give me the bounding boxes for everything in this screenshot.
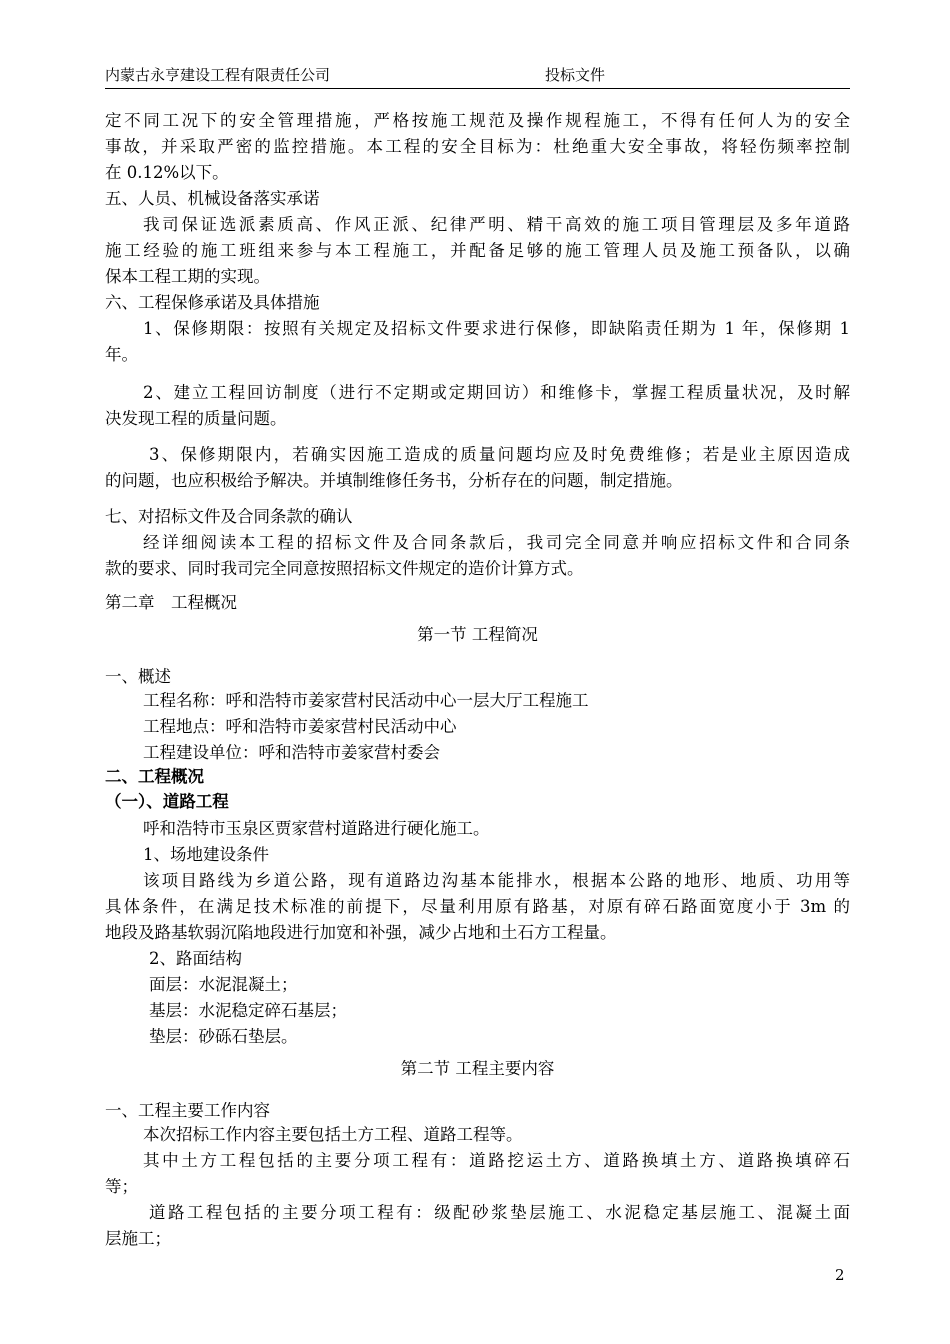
paragraph-line: 的问题，也应积极给予解决。并填制维修任务书，分析存在的问题，制定措施。: [105, 471, 683, 490]
section-title: 第二节 工程主要内容: [400, 1059, 555, 1078]
item-heading: 2、路面结构: [149, 949, 242, 968]
project-name: 工程名称：呼和浩特市姜家营村民活动中心一层大厅工程施工: [143, 691, 589, 710]
document-type: 投标文件: [545, 66, 606, 84]
section-heading-bold: 二、工程概况: [105, 767, 204, 786]
subsection-heading-bold: （一）、道路工程: [105, 792, 229, 811]
item-heading: 1、场地建设条件: [143, 845, 269, 864]
page-number: 2: [835, 1266, 845, 1284]
paragraph-line: 我司保证选派素质高、作风正派、纪律严明、精干高效的施工项目管理层及多年道路: [143, 215, 850, 234]
paragraph-line: 经详细阅读本工程的招标文件及合同条款后，我司完全同意并响应招标文件和合同条: [143, 533, 850, 552]
paragraph-line: 事故，并采取严密的监控措施。本工程的安全目标为：杜绝重大安全事故，将轻伤频率控制: [105, 137, 850, 156]
paragraph-line: 1、保修期限：按照有关规定及招标文件要求进行保修，即缺陷责任期为 1 年，保修期 1: [143, 319, 850, 338]
list-item: 面层：水泥混凝土；: [149, 975, 298, 994]
list-item: 垫层：砂砾石垫层。: [149, 1027, 298, 1046]
section-heading: 五、人员、机械设备落实承诺: [105, 189, 320, 208]
company-name: 内蒙古永亨建设工程有限责任公司: [105, 66, 331, 84]
paragraph-line: 等；: [105, 1177, 138, 1196]
paragraph-line: 决发现工程的质量问题。: [105, 409, 287, 428]
section-heading: 一、工程主要工作内容: [105, 1101, 270, 1120]
paragraph-line: 款的要求、同时我司完全同意按照招标文件规定的造价计算方式。: [105, 559, 584, 578]
paragraph-line: 3、保修期限内，若确实因施工造成的质量问题均应及时免费维修；若是业主原因造成: [149, 445, 850, 464]
paragraph-line: 层施工；: [105, 1229, 171, 1248]
paragraph-line: 地段及路基软弱沉陷地段进行加宽和补强，减少占地和土石方工程量。: [105, 923, 617, 942]
paragraph-line: 年。: [105, 345, 138, 364]
chapter-heading: 第二章 工程概况: [105, 593, 237, 612]
paragraph-line: 2、建立工程回访制度（进行不定期或定期回访）和维修卡，掌握工程质量状况，及时解: [143, 383, 850, 402]
page-header: [105, 62, 850, 89]
paragraph-line: 呼和浩特市玉泉区贾家营村道路进行硬化施工。: [143, 819, 490, 838]
project-location: 工程地点：呼和浩特市姜家营村民活动中心: [143, 717, 457, 736]
section-title: 第一节 工程简况: [417, 625, 538, 644]
paragraph-line: 本次招标工作内容主要包括土方工程、道路工程等。: [143, 1125, 523, 1144]
paragraph-line: 其中土方工程包括的主要分项工程有：道路挖运土方、道路换填土方、道路换填碎石: [143, 1151, 850, 1170]
section-heading: 一、概述: [105, 667, 171, 686]
paragraph-line: 在 0.12%以下。: [105, 163, 229, 182]
paragraph-line: 定不同工况下的安全管理措施，严格按施工规范及操作规程施工，不得有任何人为的安全: [105, 111, 850, 130]
paragraph-line: 该项目路线为乡道公路，现有道路边沟基本能排水，根据本公路的地形、地质、功用等: [143, 871, 850, 890]
project-owner: 工程建设单位：呼和浩特市姜家营村委会: [143, 743, 440, 762]
section-heading: 六、工程保修承诺及具体措施: [105, 293, 320, 312]
paragraph-line: 保本工程工期的实现。: [105, 267, 270, 286]
list-item: 基层：水泥稳定碎石基层；: [149, 1001, 347, 1020]
section-heading: 七、对招标文件及合同条款的确认: [105, 507, 353, 526]
paragraph-line: 具体条件，在满足技术标准的前提下，尽量利用原有路基，对原有碎石路面宽度小于 3m 的: [105, 897, 850, 916]
paragraph-line: 施工经验的施工班组来参与本工程施工，并配备足够的施工管理人员及施工预备队，以确: [105, 241, 850, 260]
paragraph-line: 道路工程包括的主要分项工程有：级配砂浆垫层施工、水泥稳定基层施工、混凝土面: [149, 1203, 850, 1222]
